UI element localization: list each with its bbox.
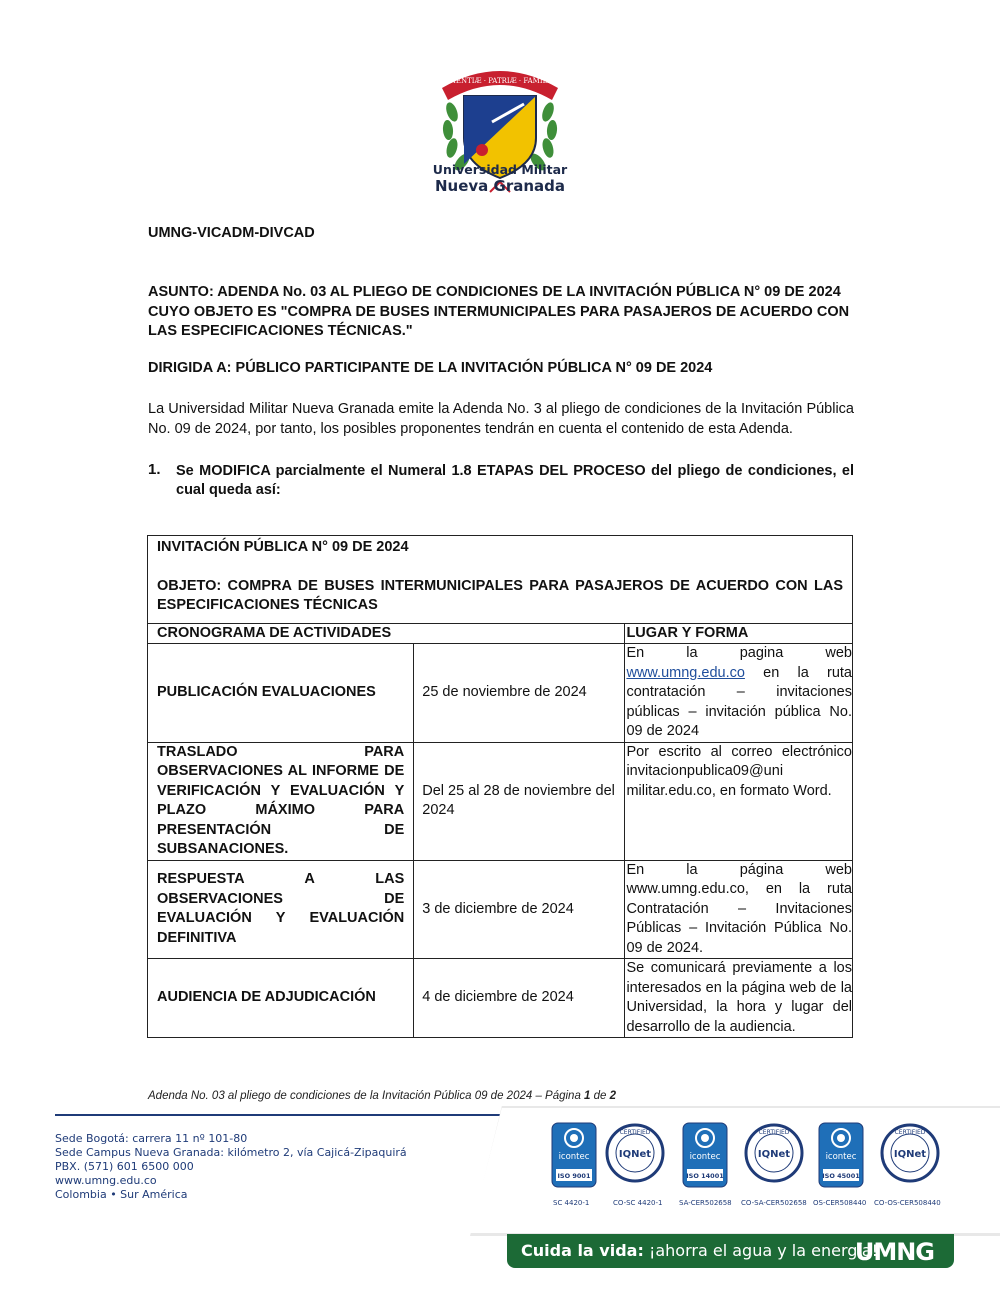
badge-brand: icontec <box>689 1152 721 1162</box>
icontec-certification-badge <box>550 1122 598 1193</box>
contact-line: Sede Campus Nueva Granada: kilómetro 2, vía Cajicá-Zipaquirá <box>55 1146 407 1159</box>
document-reference: UMNG-VICADM-DIVCAD <box>148 225 315 241</box>
badge-label: CERTIFIED <box>758 1129 790 1136</box>
icontec-certification-badge <box>681 1122 729 1193</box>
iqnet-certification-badge <box>605 1122 665 1189</box>
university-name-line2: Nueva Granada <box>434 177 566 195</box>
activity-cell: PUBLICACIÓN EVALUACIONES <box>148 644 414 743</box>
badge-brand: IQNet <box>757 1149 791 1160</box>
badge-brand: IQNet <box>893 1149 927 1160</box>
place-cell: Por escrito al correo electrónico invitacionpublica09@uni militar.edu.co, en formato Word. <box>625 742 853 860</box>
place-text: en la ruta contratación – invitaciones públicas – invitación pública No. 09 de 2024 <box>626 664 852 739</box>
page-total: 2 <box>609 1090 617 1102</box>
banner-bold: Cuida la vida: <box>521 1241 644 1260</box>
contact-info <box>55 1132 407 1202</box>
certification-code: CO-OS-CER508440 <box>874 1199 941 1207</box>
umng-brand-logo: UMNG <box>854 1238 934 1266</box>
contact-website: www.umng.edu.co <box>55 1174 157 1187</box>
certification-code: OS-CER508440 <box>813 1199 867 1207</box>
page-footnote <box>148 1090 616 1102</box>
footnote-text: Adenda No. 03 al pliego de condiciones de la Invitación Pública 09 de 2024 – Página <box>148 1090 585 1102</box>
university-name <box>400 162 600 194</box>
badge-brand: icontec <box>825 1152 857 1162</box>
addressed-to: DIRIGIDA A: PÚBLICO PARTICIPANTE DE LA INVITACIÓN PÚBLICA N° 09 DE 2024 <box>148 360 713 376</box>
column-header-activities: CRONOGRAMA DE ACTIVIDADES <box>148 623 625 644</box>
place-text: En la pagina web <box>626 645 852 661</box>
certification-code: CO-SA-CER502658 <box>741 1199 807 1207</box>
badge-brand: IQNet <box>618 1149 652 1160</box>
item-number: 1. <box>148 461 161 478</box>
place-cell: En la página web www.umng.edu.co, en la ruta Contratación – Invitaciones Públicas – Invitación Pública No. 09 de 2024. <box>625 860 853 959</box>
certification-code: SA-CER502658 <box>679 1199 732 1207</box>
footnote-of: de <box>590 1090 610 1102</box>
document-subject: ASUNTO: ADENDA No. 03 AL PLIEGO DE CONDICIONES DE LA INVITACIÓN PÚBLICA N° 09 DE 2024 CUYO OBJETO ES "COMPRA DE BUSES INTERMUNICIPALES PARA PASAJEROS DE ACUERDO CON LAS ESPECIFICACIONES TÉCNICAS." <box>148 284 850 339</box>
table-title: INVITACIÓN PÚBLICA N° 09 DE 2024 <box>157 539 409 555</box>
iqnet-certification-badge <box>744 1122 804 1189</box>
place-cell <box>625 644 853 743</box>
table-row <box>148 959 853 1038</box>
icontec-certification-badge <box>817 1122 865 1193</box>
date-cell: 25 de noviembre de 2024 <box>414 644 625 743</box>
contact-line: PBX. (571) 601 6500 000 <box>55 1160 194 1173</box>
iqnet-certification-badge <box>880 1122 940 1189</box>
badge-standard: ISO 14001 <box>686 1172 724 1180</box>
intro-paragraph: La Universidad Militar Nueva Granada emite la Adenda No. 3 al pliego de condiciones de la Invitación Pública No. 09 de 2024, por tanto, los posibles proponentes tendrán en cuenta el contenido de esta Adenda. <box>148 401 854 437</box>
table-row <box>148 860 853 959</box>
table-row <box>148 742 853 860</box>
banner-message <box>521 1241 878 1260</box>
certification-code: CO-SC 4420-1 <box>613 1199 663 1207</box>
item-text: Se MODIFICA parcialmente el Numeral 1.8 ETAPAS DEL PROCESO del pliego de condiciones, el cual queda así: <box>176 463 854 498</box>
contact-line: Sede Bogotá: carrera 11 nº 101-80 <box>55 1132 248 1145</box>
place-cell: Se comunicará previamente a los interesados en la página web de la Universidad, la hora y lugar del desarrollo de la audiencia. <box>625 959 853 1038</box>
activity-cell: TRASLADO PARA OBSERVACIONES AL INFORME DE VERIFICACIÓN Y EVALUACIÓN Y PLAZO MÁXIMO PARA PRESENTACIÓN DE SUBSANACIONES. <box>148 742 414 860</box>
schedule-table <box>147 535 853 1038</box>
crest-motto: SCIENTIÆ · PATRIÆ · FAMILIÆ <box>442 77 558 85</box>
banner-text: ¡ahorra el agua y la energía! <box>643 1241 879 1260</box>
badge-label: CERTIFIED <box>619 1129 651 1136</box>
contact-line: Colombia • Sur América <box>55 1188 188 1201</box>
activity-cell: RESPUESTA A LAS OBSERVACIONES DE EVALUACIÓN Y EVALUACIÓN DEFINITIVA <box>148 860 414 959</box>
activity-cell: AUDIENCIA DE ADJUDICACIÓN <box>148 959 414 1038</box>
certification-code: SC 4420-1 <box>553 1199 590 1207</box>
badge-standard: ISO 9001 <box>557 1172 591 1180</box>
page-current: 1 <box>584 1090 591 1102</box>
badge-label: CERTIFIED <box>894 1129 926 1136</box>
badge-standard: ISO 45001 <box>822 1172 860 1180</box>
table-row <box>148 644 853 743</box>
column-header-place: LUGAR Y FORMA <box>625 623 853 644</box>
date-cell: 4 de diciembre de 2024 <box>414 959 625 1038</box>
badge-brand: icontec <box>558 1152 590 1162</box>
table-header-cell <box>148 536 853 624</box>
university-name-line1: Universidad Militar <box>432 162 568 177</box>
sustainability-banner <box>507 1234 954 1268</box>
umng-website-link[interactable]: www.umng.edu.co <box>626 664 745 681</box>
table-object: OBJETO: COMPRA DE BUSES INTERMUNICIPALES PARA PASAJEROS DE ACUERDO CON LAS ESPECIFICACIONES TÉCNICAS <box>157 577 843 613</box>
date-cell: Del 25 al 28 de noviembre del 2024 <box>414 742 625 860</box>
date-cell: 3 de diciembre de 2024 <box>414 860 625 959</box>
